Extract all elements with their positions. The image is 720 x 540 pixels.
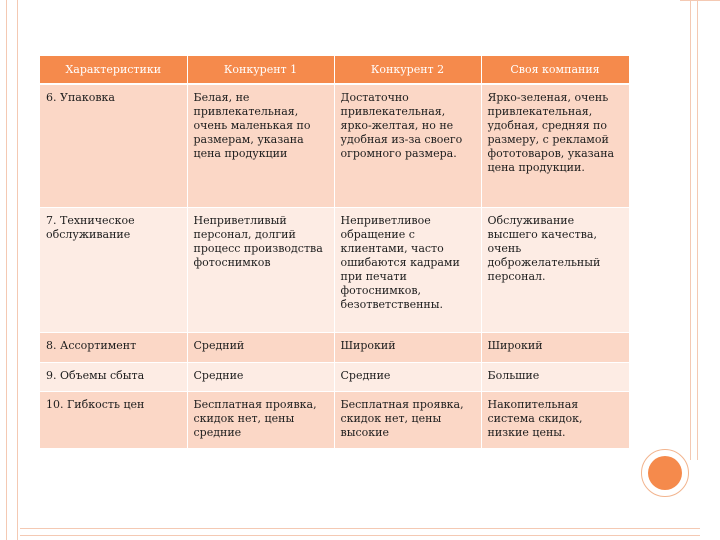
table-row <box>40 332 629 362</box>
header-competitor-2: Конкурент 2 <box>334 56 481 84</box>
decorative-frame-right <box>690 0 698 460</box>
cell-competitor-1: Белая, не привлекательная, очень маленькая по размерам, указана цена продукции <box>187 84 334 207</box>
table-row <box>40 391 629 448</box>
cell-competitor-1: Средние <box>187 362 334 391</box>
cell-competitor-2: Средние <box>334 362 481 391</box>
cell-own-company: Накопительная система скидок, низкие цены. <box>481 391 629 448</box>
header-competitor-1: Конкурент 1 <box>187 56 334 84</box>
header-characteristics: Характеристики <box>40 56 187 84</box>
header-own-company: Своя компания <box>481 56 629 84</box>
cell-competitor-2: Неприветливое обращение с клиентами, часто ошибаются кадрами при печати фотоснимков, безответственны. <box>334 207 481 332</box>
decorative-frame-bottom <box>20 528 700 536</box>
cell-competitor-1: Средний <box>187 332 334 362</box>
table-row <box>40 207 629 332</box>
decorative-circle-icon <box>648 456 682 490</box>
table-row <box>40 84 629 207</box>
decorative-frame-top <box>680 0 720 13</box>
cell-characteristic: 9. Объемы сбыта <box>40 362 187 391</box>
table-header-row <box>40 56 629 84</box>
cell-characteristic: 8. Ассортимент <box>40 332 187 362</box>
comparison-table <box>40 56 630 449</box>
table-row <box>40 362 629 391</box>
cell-own-company: Большие <box>481 362 629 391</box>
cell-characteristic: 10. Гибкость цен <box>40 391 187 448</box>
cell-own-company: Обслуживание высшего качества, очень доброжелательный персонал. <box>481 207 629 332</box>
cell-own-company: Ярко-зеленая, очень привлекательная, удобная, средняя по размеру, с рекламой фототоваров, указана цена продукции. <box>481 84 629 207</box>
cell-competitor-2: Широкий <box>334 332 481 362</box>
decorative-frame-left <box>6 0 18 540</box>
cell-competitor-2: Бесплатная проявка, скидок нет, цены высокие <box>334 391 481 448</box>
cell-own-company: Широкий <box>481 332 629 362</box>
cell-characteristic: 6. Упаковка <box>40 84 187 207</box>
cell-competitor-2: Достаточно привлекательная, ярко-желтая, но не удобная из-за своего огромного размера. <box>334 84 481 207</box>
cell-competitor-1: Неприветливый персонал, долгий процесс производства фотоснимков <box>187 207 334 332</box>
cell-characteristic: 7. Техническое обслуживание <box>40 207 187 332</box>
cell-competitor-1: Бесплатная проявка, скидок нет, цены средние <box>187 391 334 448</box>
